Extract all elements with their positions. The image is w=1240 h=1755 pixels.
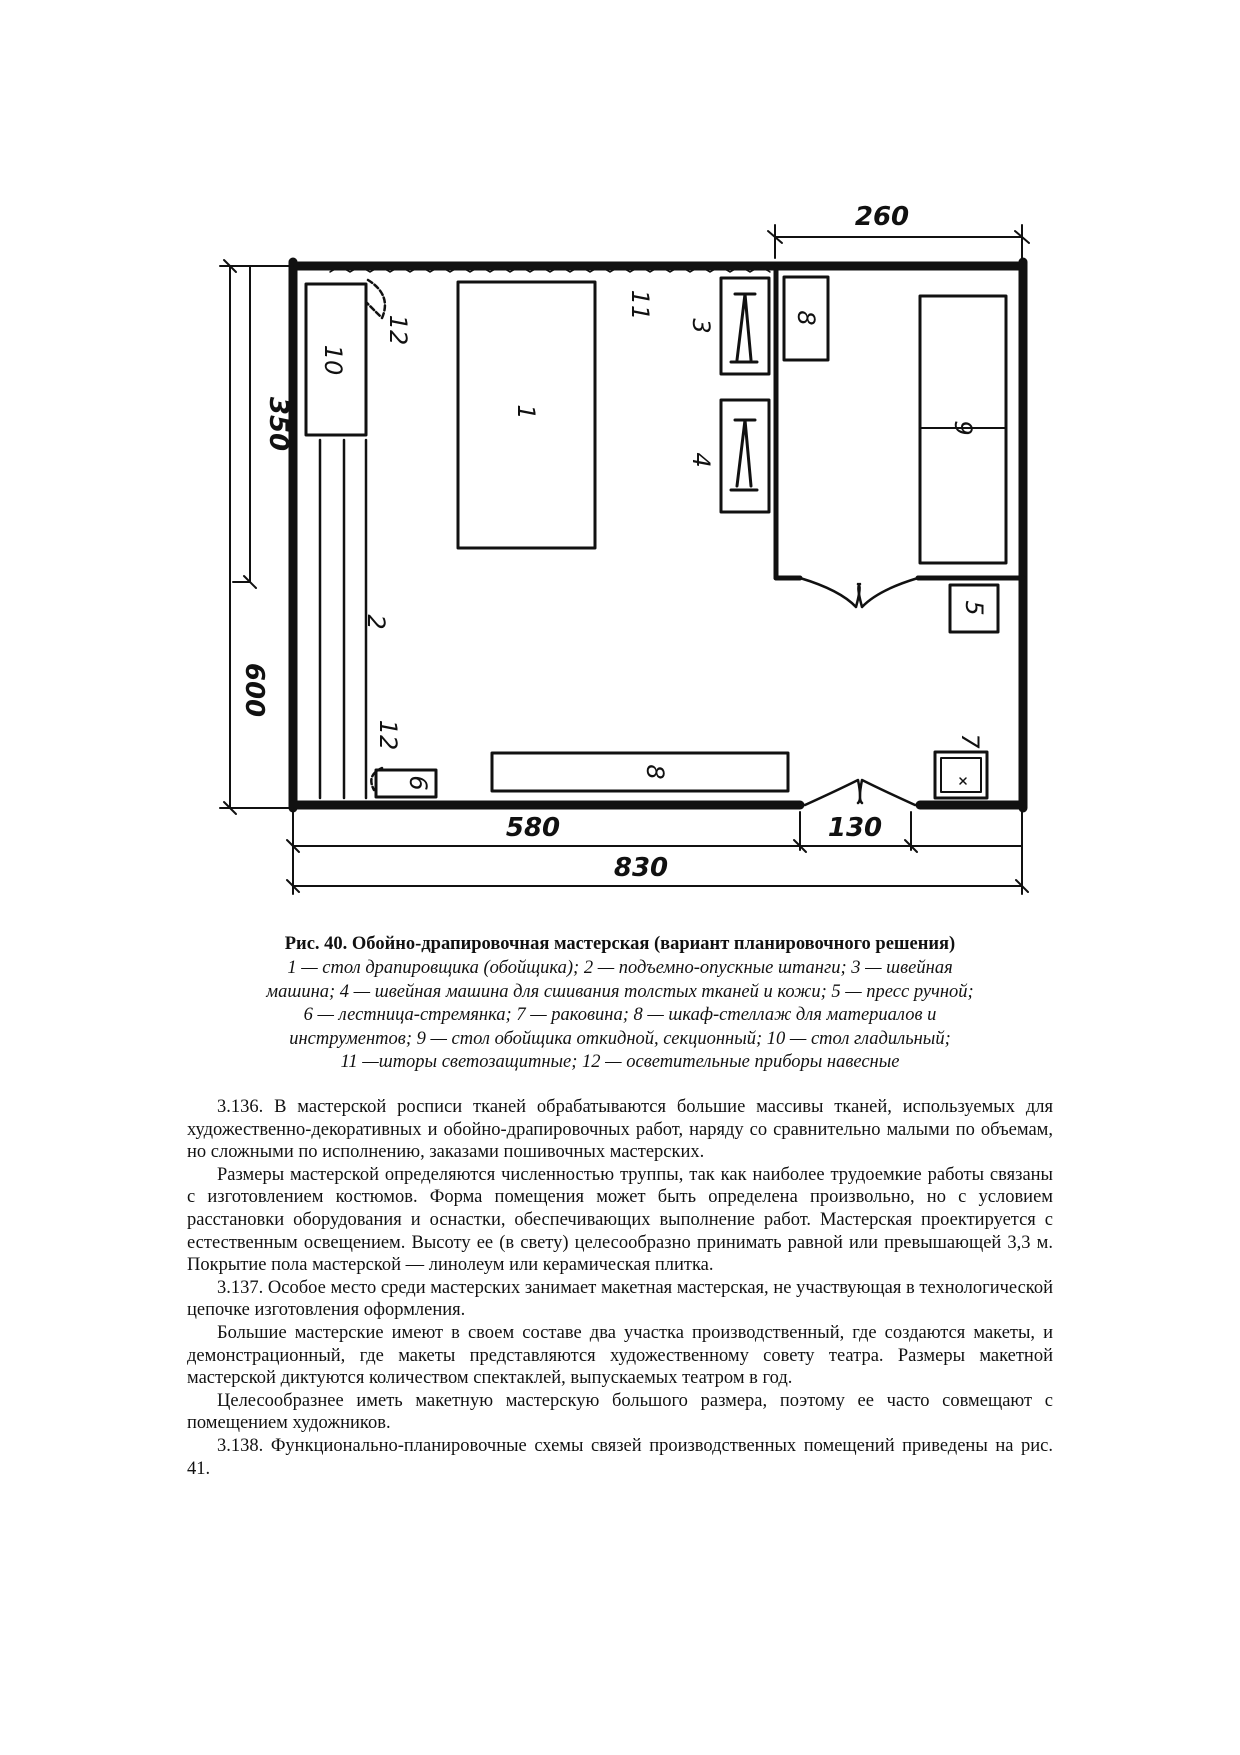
label-6: 6 <box>404 775 432 791</box>
dim-left-upper: 350 <box>263 396 293 452</box>
label-1: 1 <box>512 404 540 420</box>
paragraph: 3.138. Функционально-планировочные схемы связей производственных помещений приведены на рис. 41. <box>187 1435 1053 1479</box>
paragraph: Большие мастерские имеют в своем составе два участка производственный, где создаются макеты, и демонстрационный, где макеты представляются художественному совету театра. Размеры макетной мастерской диктуются количеством спектаклей, выпускаемых театром в год. <box>187 1322 1053 1389</box>
entrance-door <box>805 780 915 805</box>
dim-left-lower: 600 <box>239 662 269 718</box>
label-9: 9 <box>949 420 977 436</box>
caption-line: 11 —шторы светозащитные; 12 — осветительные приборы навесные <box>340 1052 900 1072</box>
paragraph: 3.136. В мастерской росписи тканей обрабатываются большие массивы тканей, используемых для художественно-декоративных и обойно-драпировочных работ, наряду со сравнительно малыми по объемам, но сложными по исполнению, заказами пошивочных мастерских. <box>187 1097 1053 1163</box>
dimension-lines <box>220 225 1029 894</box>
paragraph: 3.137. Особое место среди мастерских занимает макетная мастерская, не участвующая в технологической цепочке изготовления оформления. <box>187 1277 1053 1321</box>
caption-line: машина; 4 — швейная машина для сшивания толстых тканей и кожи; 5 — пресс ручной; <box>266 981 974 1002</box>
dim-bottom-left: 580 <box>505 813 561 843</box>
label-8-bottom: 8 <box>641 764 669 780</box>
caption-line: 1 — стол драпировщика (обойщика); 2 — подъемно-опускные штанги; 3 — швейная <box>287 958 953 978</box>
dim-top-right: 260 <box>854 202 910 232</box>
label-5: 5 <box>960 600 988 616</box>
sewing-machine-4 <box>721 400 769 512</box>
caption-line: инструментов; 9 — стол обойщика откидной, секционный; 10 — стол гладильный; <box>289 1028 951 1049</box>
lamp-12-top <box>366 280 385 318</box>
paragraph: Размеры мастерской определяются численностью труппы, так как наиболее трудоемкие работы связаны с изготовлением костюмов. Форма помещения может быть определена произвольно, но с условием расстановки оборудования и оснастки, обеспечивающих выполнение работ. Мастерская проектируется с естественным освещением. Высоту ее (в свету) целесообразно принимать равной или превышающей 3,3 м. Покрытие пола мастерской — линолеум или керамическая плитка. <box>187 1164 1053 1276</box>
inner-door <box>800 578 918 607</box>
label-2: 2 <box>362 614 390 630</box>
cabinet-8-bottom <box>492 753 788 791</box>
dim-bottom-door: 130 <box>827 813 883 843</box>
dim-bottom-total: 830 <box>613 853 669 883</box>
lifting-bars-2 <box>320 440 366 798</box>
label-12-top: 12 <box>384 314 412 346</box>
label-4: 4 <box>687 452 715 468</box>
label-11: 11 <box>626 289 654 321</box>
label-8-top: 8 <box>792 310 820 326</box>
caption-line: 6 — лестница-стремянка; 7 — раковина; 8 — шкаф-стеллаж для материалов и <box>303 1005 937 1025</box>
figure-caption <box>200 932 1040 1075</box>
label-3: 3 <box>687 318 715 334</box>
label-7: 7 <box>956 733 984 749</box>
caption-title: Рис. 40. Обойно-драпировочная мастерская (вариант планировочного решения) <box>284 934 956 954</box>
sewing-machine-3 <box>721 278 769 374</box>
paragraph: Целесообразнее иметь макетную мастерскую большого размера, поэтому ее часто совмещают с помещением художников. <box>187 1390 1053 1434</box>
label-10: 10 <box>319 344 347 376</box>
label-12-bottom: 12 <box>374 719 402 751</box>
body-text <box>187 1096 1053 1480</box>
